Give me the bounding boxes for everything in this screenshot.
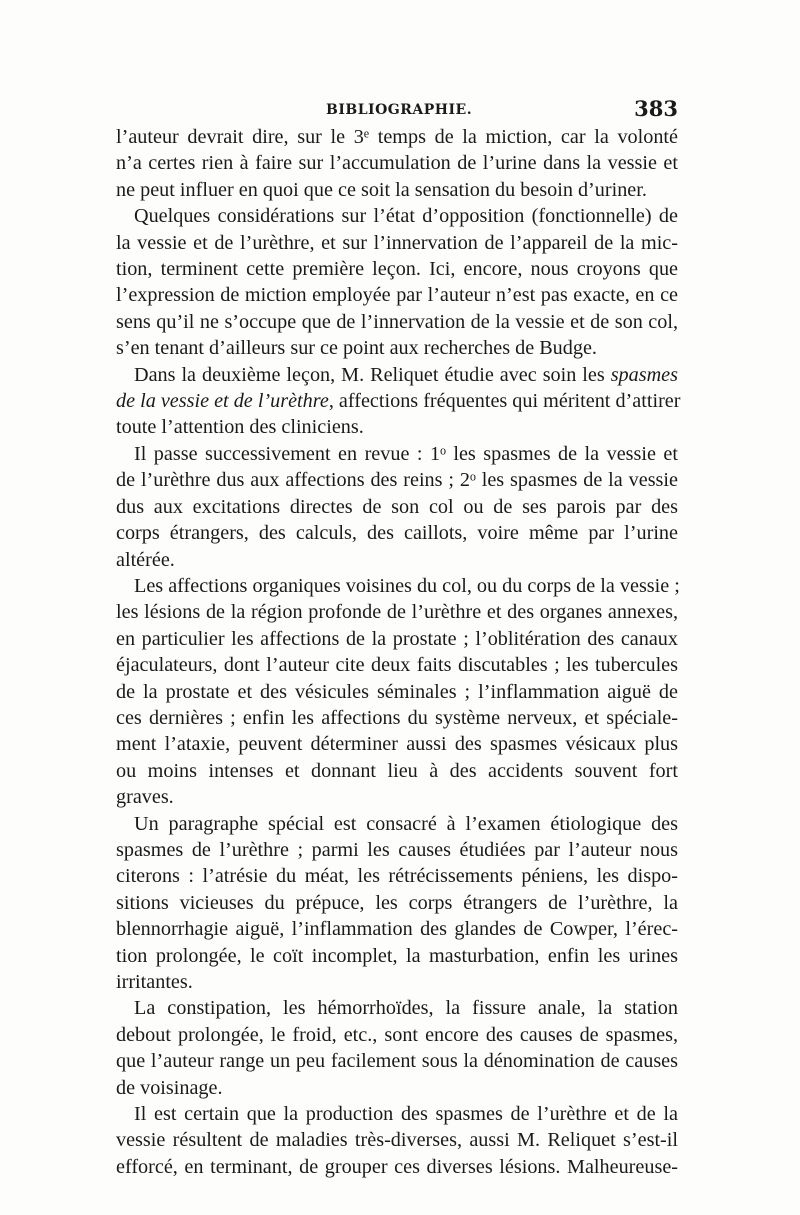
body-text [116, 124, 681, 1180]
paragraph [116, 441, 678, 573]
text-line: de la prostate et des vésicules séminales ; l’inflammation aiguë de [116, 680, 678, 703]
text-line: vessie résultent de maladies très-diverses, aussi M. Reliquet s’est-il [116, 1129, 678, 1152]
text-line: altérée. [116, 548, 175, 571]
italic-term: de la vessie et de l’urèthre [116, 390, 329, 413]
text-line: toute l’attention des cliniciens. [116, 416, 364, 439]
paragraph [116, 995, 678, 1101]
text-fragment: Dans la deuxième leçon, M. Reliquet étudie avec soin les [134, 363, 611, 386]
text-line: l’expression de miction employée par l’auteur n’est pas exacte, en ce [116, 284, 678, 307]
text-line: dus aux excitations directes de son col ou de ses parois par des [116, 495, 678, 518]
text-line: Il passe successivement en revue : 1ᵒ les spasmes de la vessie et [134, 442, 678, 465]
italic-term: spasmes [610, 363, 678, 386]
text-line: n’a certes rien à faire sur l’accumulation de l’urine dans la vessie et [116, 152, 678, 175]
paragraph [116, 1101, 678, 1180]
paragraph [116, 362, 681, 441]
text-line: que l’auteur range un peu facilement sous la dénomination de causes [116, 1050, 678, 1073]
text-line: Les affections organiques voisines du col, ou du corps de la vessie ; [134, 574, 680, 597]
text-line: blennorrhagie aiguë, l’inflammation des glandes de Cowper, l’érec- [116, 918, 678, 941]
text-line: spasmes de l’urèthre ; parmi les causes étudiées par l’auteur nous [116, 838, 678, 861]
running-head [116, 98, 678, 122]
text-line: efforcé, en terminant, de grouper ces diverses lésions. Malheureuse- [116, 1155, 678, 1178]
text-line: Il est certain que la production des spasmes de l’urèthre et de la [134, 1103, 678, 1126]
text-line: graves. [116, 786, 174, 809]
text-line: corps étrangers, des calculs, des caillots, voire même par l’urine [116, 522, 678, 545]
text-line: la vessie et de l’urèthre, et sur l’innervation de l’appareil de la mic- [116, 231, 678, 254]
text-line: ces dernières ; enfin les affections du système nerveux, et spéciale- [116, 706, 678, 729]
paragraph [116, 811, 678, 996]
text-line: La constipation, les hémorrhoïdes, la fissure anale, la station [134, 997, 678, 1020]
text-line: Un paragraphe spécial est consacré à l’examen étiologique des [134, 812, 678, 835]
text-line: tion, terminent cette première leçon. Ici, encore, nous croyons que [116, 258, 678, 281]
text-line: l’auteur devrait dire, sur le 3ᵉ temps de la miction, car la volonté [116, 126, 678, 148]
text-line: éjaculateurs, dont l’auteur cite deux faits discutables ; les tubercules [116, 654, 678, 677]
text-fragment: , affections fréquentes qui méritent d’attirer [328, 390, 681, 413]
running-title: BIBLIOGRAPHIE. [326, 102, 473, 118]
page-number: 383 [634, 96, 678, 121]
text-line: ment l’ataxie, peuvent déterminer aussi des spasmes vésicaux plus [116, 733, 678, 756]
text-line: en particulier les affections de la prostate ; l’oblitération des canaux [116, 627, 678, 650]
text-line: citerons : l’atrésie du méat, les rétrécissements péniens, les dispo- [116, 865, 678, 888]
text-line [116, 362, 678, 388]
text-line: sens qu’il ne s’occupe que de l’innervation de la vessie et de son col, [116, 310, 678, 333]
text-line: les lésions de la région profonde de l’urèthre et des organes annexes, [116, 601, 678, 624]
text-line: sitions vicieuses du prépuce, les corps étrangers de l’urèthre, la [116, 891, 678, 914]
paragraph [116, 573, 678, 811]
paragraph [116, 203, 678, 361]
text-line: debout prolongée, le froid, etc., sont encore des causes de spasmes, [116, 1023, 678, 1046]
text-line: ou moins intenses et donnant lieu à des accidents souvent fort [116, 759, 678, 782]
text-line: de voisinage. [116, 1076, 223, 1099]
paragraph [116, 124, 678, 203]
text-line: s’en tenant d’ailleurs sur ce point aux recherches de Budge. [116, 337, 597, 360]
text-line: ne peut influer en quoi que ce soit la sensation du besoin d’uriner. [116, 178, 647, 201]
text-line: de l’urèthre dus aux affections des reins ; 2ᵒ les spasmes de la vessie [116, 469, 678, 492]
text-line [116, 388, 681, 414]
text-line: tion prolongée, le coït incomplet, la masturbation, enfin les urines [116, 944, 678, 967]
text-line: irritantes. [116, 971, 193, 993]
text-line: Quelques considérations sur l’état d’opposition (fonctionnelle) de [134, 205, 678, 228]
